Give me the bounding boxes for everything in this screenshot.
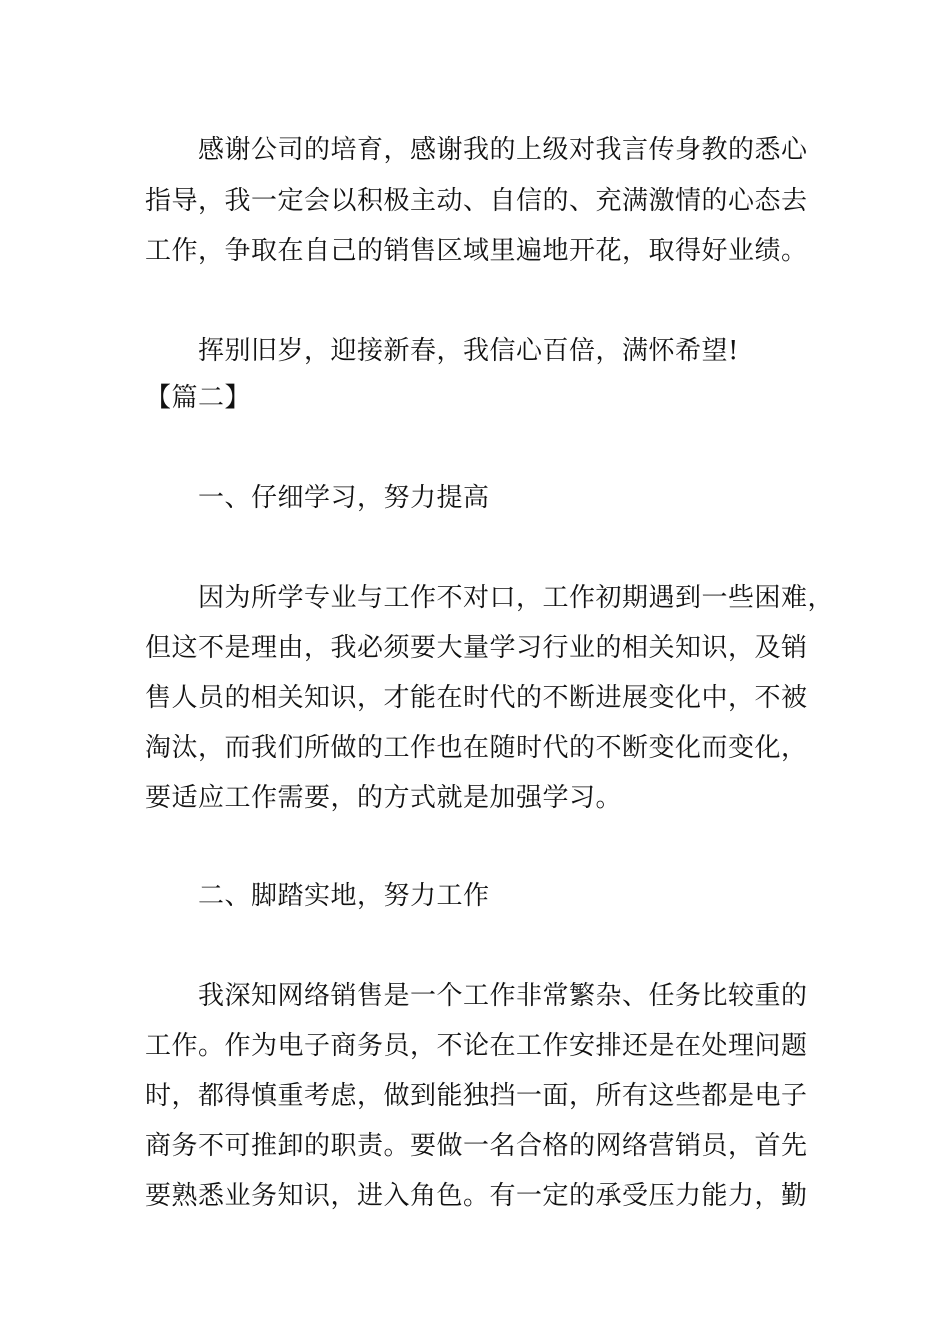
paragraph-1-line-2: 指导，我一定会以积极主动、自信的、充满激情的心态去 (145, 186, 808, 216)
paragraph-4-line-3: 时，都得慎重考虑，做到能独挡一面，所有这些都是电子 (145, 1081, 808, 1111)
paragraph-4-line-5: 要熟悉业务知识，进入角色。有一定的承受压力能力，勤 (145, 1181, 808, 1211)
heading-1: 一、仔细学习，努力提高 (198, 483, 490, 513)
paragraph-4-line-4: 商务不可推卸的职责。要做一名合格的网络营销员，首先 (145, 1131, 808, 1161)
paragraph-3-line-5: 要适应工作需要，的方式就是加强学习。 (145, 783, 623, 813)
paragraph-2: 挥别旧岁，迎接新春，我信心百倍，满怀希望! (198, 336, 739, 366)
paragraph-1-line-3: 工作，争取在自己的销售区域里遍地开花，取得好业绩。 (145, 236, 808, 266)
heading-2: 二、脚踏实地，努力工作 (198, 881, 490, 911)
paragraph-3-line-3: 售人员的相关知识，才能在时代的不断进展变化中，不被 (145, 683, 808, 713)
paragraph-3-line-2: 但这不是理由，我必须要大量学习行业的相关知识，及销 (145, 633, 808, 663)
paragraph-3-line-1: 因为所学专业与工作不对口，工作初期遇到一些困难， (198, 583, 835, 613)
paragraph-4-line-2: 工作。作为电子商务员，不论在工作安排还是在处理问题 (145, 1031, 808, 1061)
paragraph-1-line-1: 感谢公司的培育，感谢我的上级对我言传身教的悉心 (198, 135, 808, 165)
paragraph-3-line-4: 淘汰，而我们所做的工作也在随时代的不断变化而变化， (145, 733, 808, 763)
section-label: 【篇二】 (145, 383, 252, 413)
paragraph-4-line-1: 我深知网络销售是一个工作非常繁杂、任务比较重的 (198, 981, 808, 1011)
